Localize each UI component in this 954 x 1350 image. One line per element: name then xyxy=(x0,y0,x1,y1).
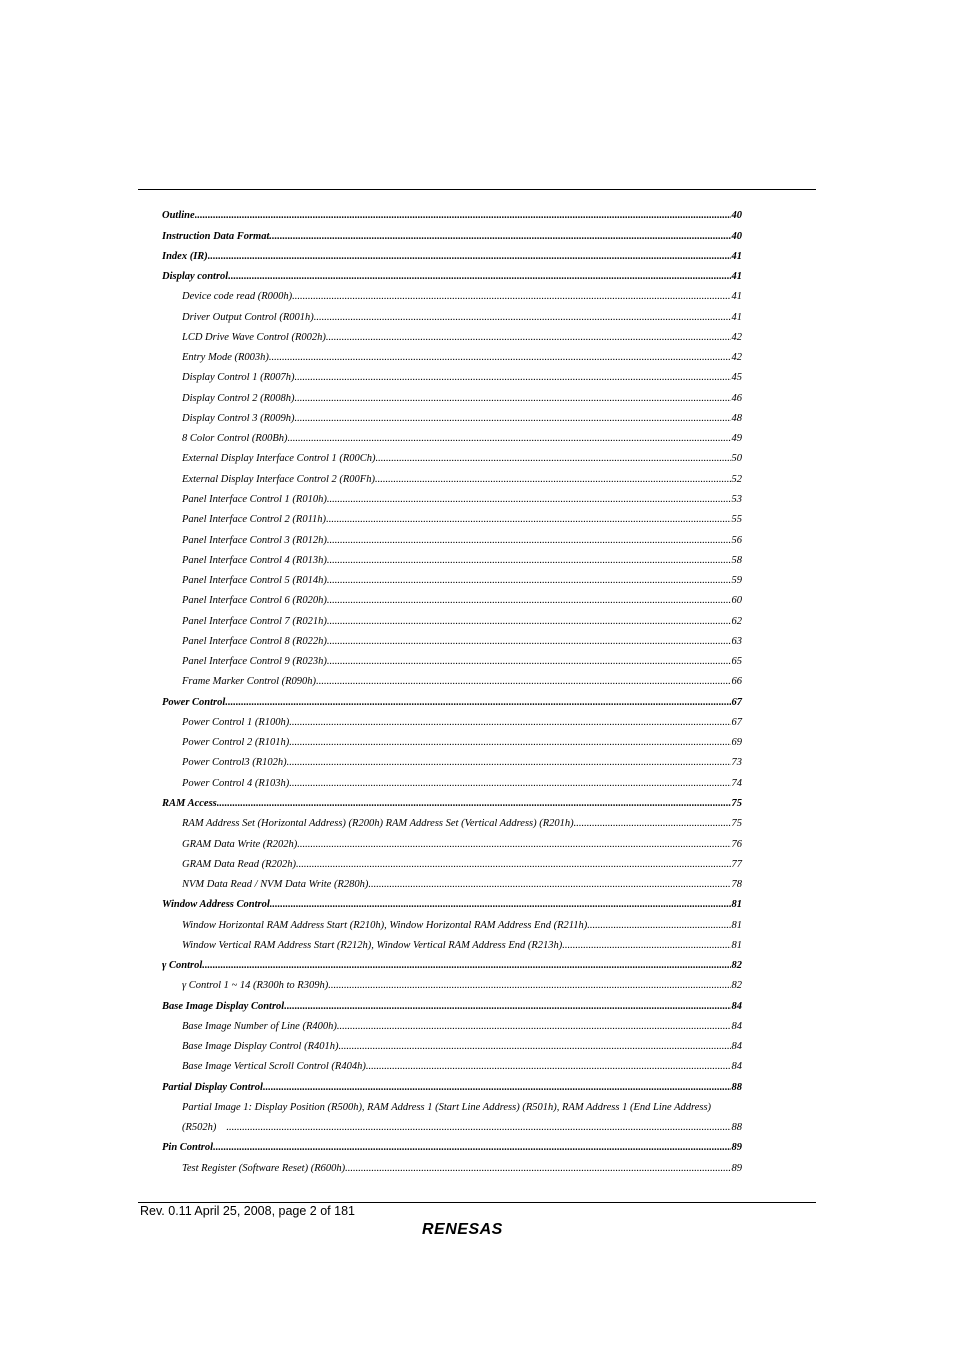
toc-section[interactable] xyxy=(162,692,742,712)
toc-entry-page: 52 xyxy=(731,473,742,485)
leader-dots xyxy=(289,733,730,753)
toc-entry-title: Panel Interface Control 8 (R022h) xyxy=(182,635,327,647)
toc-subsection[interactable] xyxy=(162,834,742,854)
leader-dots xyxy=(296,855,730,875)
toc-entry-title: NVM Data Read / NVM Data Write (R280h) xyxy=(182,879,369,891)
leader-dots xyxy=(327,591,731,611)
leader-dots xyxy=(327,612,731,632)
toc-section[interactable] xyxy=(162,996,742,1016)
toc-entry-page: 67 xyxy=(731,696,742,708)
leader-dots xyxy=(326,328,731,348)
toc-section[interactable] xyxy=(162,1138,742,1158)
toc-entry-title: Outline xyxy=(162,210,195,222)
toc-entry-title: Window Address Control xyxy=(162,899,270,911)
toc-entry-title: Base Image Vertical Scroll Control (R404h) xyxy=(182,1061,366,1073)
toc-entry-page: 67 xyxy=(731,716,742,728)
leader-dots xyxy=(327,632,731,652)
toc-entry-title: GRAM Data Write (R202h) xyxy=(182,838,298,850)
toc-entry-title: GRAM Data Read (R202h) xyxy=(182,858,297,870)
leader-dots xyxy=(297,835,730,855)
toc-entry-title-cont: (R502h) xyxy=(182,1122,217,1134)
toc-subsection[interactable] xyxy=(162,429,742,449)
toc-subsection[interactable] xyxy=(162,1098,742,1139)
toc-entry-title: Entry Mode (R003h) xyxy=(182,352,269,364)
header-rule xyxy=(138,189,816,190)
toc-entry-title: Index (IR) xyxy=(162,250,208,262)
toc-entry-title: Panel Interface Control 3 (R012h) xyxy=(182,534,327,546)
toc-entry-title: Display Control 1 (R007h) xyxy=(182,372,295,384)
toc-entry-page: 88 xyxy=(731,1081,742,1093)
toc-entry-title: Power Control 2 (R101h) xyxy=(182,737,290,749)
toc-entry-title: Test Register (Software Reset) (R600h) xyxy=(182,1162,346,1174)
toc-subsection[interactable] xyxy=(162,1057,742,1077)
toc-subsection[interactable] xyxy=(162,510,742,530)
logo-wordmark: RENESAS xyxy=(422,1221,503,1238)
toc-entry-title: Power Control xyxy=(162,696,226,708)
toc-entry-title: Power Control 4 (R103h) xyxy=(182,777,290,789)
toc-entry-page: 84 xyxy=(731,1000,742,1012)
toc-entry-title: Power Control3 (R102h) xyxy=(182,757,287,769)
toc-entry-title: External Display Interface Control 1 (R00Ch) xyxy=(182,453,376,465)
leader-dots xyxy=(284,997,730,1017)
toc-entry-title: Partial Display Control xyxy=(162,1081,263,1093)
leader-dots xyxy=(326,510,730,530)
toc-entry-page: 82 xyxy=(731,960,742,972)
toc-subsection[interactable] xyxy=(162,733,742,753)
toc-entry-title: Instruction Data Format xyxy=(162,230,270,242)
toc-section[interactable] xyxy=(162,247,742,267)
toc-entry-title: Panel Interface Control 5 (R014h) xyxy=(182,575,327,587)
toc-entry-title: γ Control xyxy=(162,960,203,972)
toc-entry-title: Display Control 2 (R008h) xyxy=(182,392,295,404)
toc-section[interactable] xyxy=(162,226,742,246)
toc-subsection[interactable] xyxy=(162,875,742,895)
toc-subsection[interactable] xyxy=(162,287,742,307)
toc-entry-page: 41 xyxy=(731,311,742,323)
toc-entry-title: Panel Interface Control 6 (R020h) xyxy=(182,595,327,607)
leader-dots xyxy=(574,814,731,834)
toc-entry-page: 58 xyxy=(731,554,742,566)
leader-dots xyxy=(294,389,730,409)
footer-revision: Rev. 0.11 April 25, 2008, page 2 of 181 xyxy=(140,1204,355,1218)
toc-entry-title: Base Image Display Control xyxy=(162,1000,285,1012)
toc-subsection[interactable] xyxy=(162,551,742,571)
leader-dots xyxy=(294,409,730,429)
toc-subsection[interactable] xyxy=(162,632,742,652)
toc-entry-title: 8 Color Control (R00Bh) xyxy=(182,433,288,445)
leader-dots xyxy=(327,652,731,672)
toc-entry-title: Panel Interface Control 1 (R010h) xyxy=(182,493,327,505)
toc-entry-title: Panel Interface Control 4 (R013h) xyxy=(182,554,327,566)
toc-entry-page: 55 xyxy=(731,514,742,526)
toc-entry-title: Frame Marker Control (R090h) xyxy=(182,676,317,688)
table-of-contents xyxy=(162,206,742,1179)
toc-entry-page: 84 xyxy=(731,1061,742,1073)
toc-entry-page: 53 xyxy=(731,493,742,505)
leader-dots xyxy=(562,936,730,956)
toc-subsection[interactable] xyxy=(162,915,742,935)
toc-subsection[interactable] xyxy=(162,753,742,773)
toc-entry-page: 50 xyxy=(731,453,742,465)
leader-dots xyxy=(294,368,730,388)
toc-entry-title: Panel Interface Control 9 (R023h) xyxy=(182,656,327,668)
toc-section[interactable] xyxy=(162,206,742,226)
leader-dots xyxy=(375,470,731,490)
leader-dots xyxy=(316,672,730,692)
toc-entry-page: 42 xyxy=(731,352,742,364)
toc-subsection[interactable] xyxy=(162,490,742,510)
leader-dots xyxy=(292,287,730,307)
leader-dots xyxy=(195,206,731,226)
toc-entry-page: 40 xyxy=(731,210,742,222)
toc-entry-page: 89 xyxy=(731,1162,742,1174)
toc-entry-page: 49 xyxy=(731,433,742,445)
toc-entry-page: 81 xyxy=(731,939,742,951)
leader-dots xyxy=(587,916,730,936)
toc-section[interactable] xyxy=(162,956,742,976)
leader-dots xyxy=(289,713,730,733)
renesas-logo xyxy=(422,1218,534,1238)
leader-dots xyxy=(208,247,731,267)
toc-subsection[interactable] xyxy=(162,368,742,388)
toc-entry-title: γ Control 1 ~ 14 (R300h to R309h) xyxy=(182,980,329,992)
toc-entry-title: Base Image Number of Line (R400h) xyxy=(182,1020,337,1032)
leader-dots xyxy=(327,571,731,591)
toc-entry-page: 73 xyxy=(731,757,742,769)
leader-dots xyxy=(225,693,730,713)
leader-dots xyxy=(202,956,730,976)
toc-entry-page: 56 xyxy=(731,534,742,546)
toc-subsection[interactable] xyxy=(162,713,742,733)
leader-dots xyxy=(289,774,730,794)
leader-dots xyxy=(328,976,730,996)
toc-entry-title: Display control xyxy=(162,271,229,283)
toc-entry-page: 40 xyxy=(731,230,742,242)
toc-entry-page: 41 xyxy=(731,271,742,283)
toc-entry-title: LCD Drive Wave Control (R002h) xyxy=(182,331,326,343)
toc-entry-page: 46 xyxy=(731,392,742,404)
toc-subsection[interactable] xyxy=(162,1017,742,1037)
toc-entry-title: Base Image Display Control (R401h) xyxy=(182,1041,339,1053)
toc-section[interactable] xyxy=(162,267,742,287)
toc-subsection[interactable] xyxy=(162,449,742,469)
leader-dots xyxy=(368,875,730,895)
toc-subsection[interactable] xyxy=(162,855,742,875)
toc-entry-page: 42 xyxy=(731,331,742,343)
leader-dots xyxy=(269,227,730,247)
toc-subsection[interactable] xyxy=(162,652,742,672)
toc-entry-page: 78 xyxy=(731,879,742,891)
leader-dots xyxy=(226,1118,730,1138)
toc-entry-title: RAM Address Set (Horizontal Address) (R200h) RAM Address Set (Vertical Address) (R201h) xyxy=(182,818,574,830)
toc-entry-page: 69 xyxy=(731,737,742,749)
toc-entry-page: 89 xyxy=(731,1142,742,1154)
toc-subsection[interactable] xyxy=(162,1158,742,1178)
leader-dots xyxy=(327,490,731,510)
toc-subsection[interactable] xyxy=(162,409,742,429)
toc-entry-page: 76 xyxy=(731,838,742,850)
leader-dots xyxy=(327,531,731,551)
toc-entry-page: 41 xyxy=(731,291,742,303)
leader-dots xyxy=(263,1078,731,1098)
leader-dots xyxy=(366,1057,731,1077)
toc-subsection[interactable] xyxy=(162,773,742,793)
toc-entry-title: Panel Interface Control 7 (R021h) xyxy=(182,615,327,627)
toc-entry-title: RAM Access xyxy=(162,797,217,809)
toc-subsection[interactable] xyxy=(162,936,742,956)
toc-entry-page: 60 xyxy=(731,595,742,607)
toc-entry-page: 48 xyxy=(731,412,742,424)
leader-dots xyxy=(287,753,731,773)
leader-dots xyxy=(345,1159,730,1179)
toc-entry-title: Device code read (R000h) xyxy=(182,291,293,303)
toc-entry-page: 75 xyxy=(731,797,742,809)
leader-dots xyxy=(269,348,731,368)
toc-subsection[interactable] xyxy=(162,814,742,834)
leader-dots xyxy=(339,1037,731,1057)
leader-dots xyxy=(270,895,731,915)
toc-subsection[interactable] xyxy=(162,571,742,591)
leader-dots xyxy=(337,1017,731,1037)
toc-subsection[interactable] xyxy=(162,591,742,611)
leader-dots xyxy=(228,267,730,287)
toc-entry-page: 77 xyxy=(731,858,742,870)
toc-subsection[interactable] xyxy=(162,530,742,550)
leader-dots xyxy=(217,794,731,814)
toc-entry-page: 66 xyxy=(731,676,742,688)
leader-dots xyxy=(327,551,731,571)
toc-subsection[interactable] xyxy=(162,388,742,408)
toc-subsection[interactable] xyxy=(162,328,742,348)
toc-entry-page: 75 xyxy=(731,818,742,830)
toc-subsection[interactable] xyxy=(162,348,742,368)
leader-dots xyxy=(376,449,731,469)
toc-entry-page: 84 xyxy=(731,1020,742,1032)
toc-subsection[interactable] xyxy=(162,672,742,692)
toc-section[interactable] xyxy=(162,895,742,915)
toc-entry-title: Driver Output Control (R001h) xyxy=(182,311,314,323)
toc-entry-page: 45 xyxy=(731,372,742,384)
toc-entry-title: Window Horizontal RAM Address Start (R210h), Window Horizontal RAM Address End (R211h) xyxy=(182,919,588,931)
toc-entry-title: Pin Control xyxy=(162,1142,214,1154)
toc-subsection[interactable] xyxy=(162,976,742,996)
toc-entry-page: 74 xyxy=(731,777,742,789)
toc-section[interactable] xyxy=(162,1077,742,1097)
toc-entry-title: Display Control 3 (R009h) xyxy=(182,412,295,424)
toc-entry-page: 59 xyxy=(731,575,742,587)
toc-subsection[interactable] xyxy=(162,1037,742,1057)
toc-entry-title: Panel Interface Control 2 (R011h) xyxy=(182,514,327,526)
toc-entry-title: Partial Image 1: Display Position (R500h), RAM Address 1 (Start Line Address) (R501h), RAM Address 1 (End Line Address) xyxy=(182,1101,712,1113)
toc-entry-page: 81 xyxy=(731,899,742,911)
leader-dots xyxy=(288,429,731,449)
toc-entry-page: 88 xyxy=(731,1122,742,1134)
toc-subsection[interactable] xyxy=(162,307,742,327)
toc-entry-page: 84 xyxy=(731,1041,742,1053)
toc-entry-page: 41 xyxy=(731,250,742,262)
toc-entry-page: 63 xyxy=(731,635,742,647)
toc-subsection[interactable] xyxy=(162,469,742,489)
toc-section[interactable] xyxy=(162,794,742,814)
toc-entry-page: 81 xyxy=(731,919,742,931)
leader-dots xyxy=(314,308,731,328)
toc-entry-page: 65 xyxy=(731,656,742,668)
toc-subsection[interactable] xyxy=(162,611,742,631)
toc-entry-title: External Display Interface Control 2 (R00Fh) xyxy=(182,473,375,485)
toc-entry-page: 62 xyxy=(731,615,742,627)
toc-entry-page: 82 xyxy=(731,980,742,992)
toc-entry-title: Window Vertical RAM Address Start (R212h), Window Vertical RAM Address End (R213h) xyxy=(182,939,563,951)
toc-entry-title: Power Control 1 (R100h) xyxy=(182,716,290,728)
leader-dots xyxy=(213,1138,730,1158)
